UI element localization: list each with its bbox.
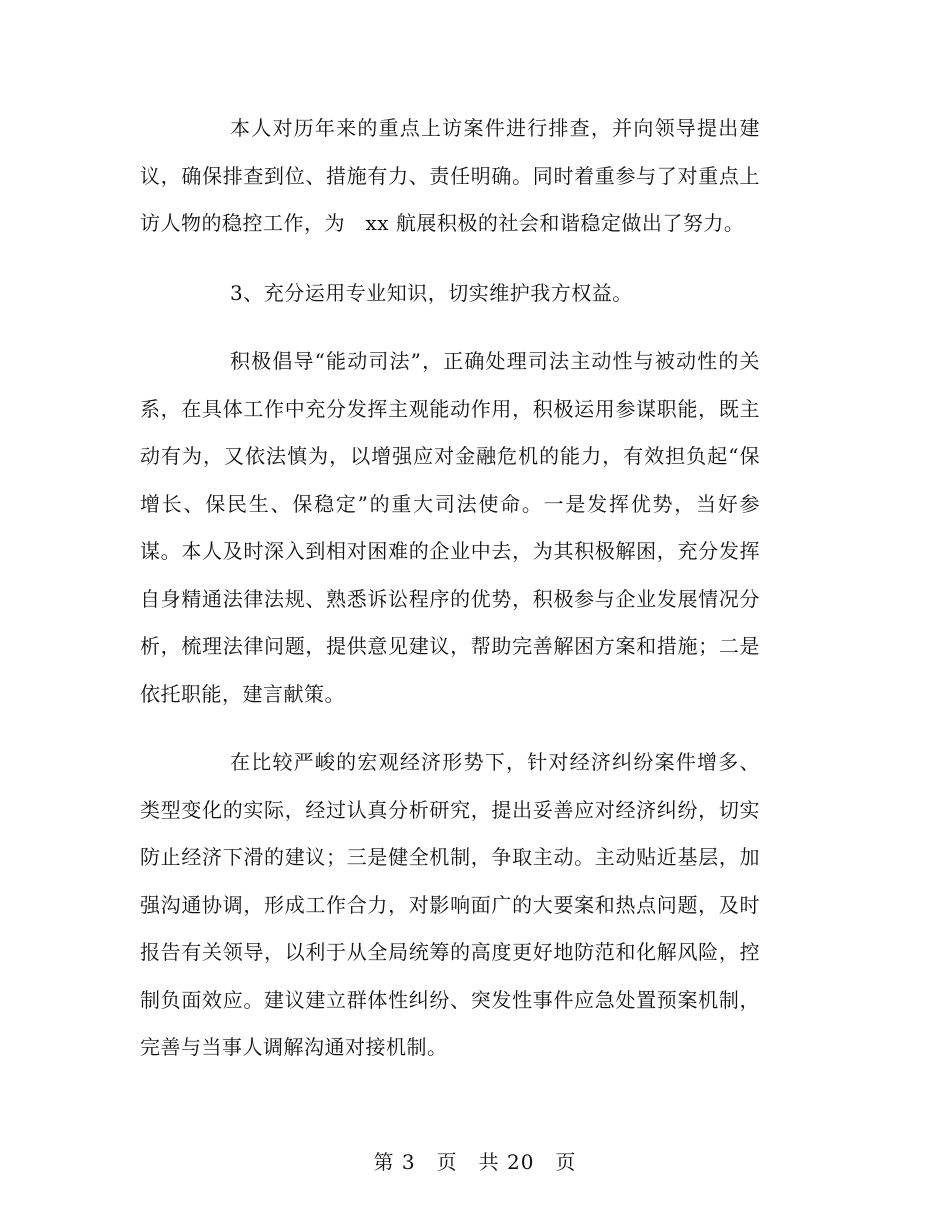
paragraph-economic-situation: 在比较严峻的宏观经济形势下，针对经济纠纷案件增多、类型变化的实际，经过认真分析研究，提出妥善应对经济纠纷，切实防止经济下滑的建议；三是健全机制，争取主动。主动贴近基层，加强沟通协调，形成工作合力，对影响面广的大要案和热点问题，及时报告有关领导，以利于从全局统筹的高度更好地防范和化解风险，控制负面效应。建议建立群体性纠纷、突发性事件应急处置预案机制，完善与当事人调解沟通对接机制。: [140, 750, 760, 1059]
paragraph-petition-cases: 本人对历年来的重点上访案件进行排查，并向领导提出建议，确保排查到位、措施有力、责任明确。同时着重参与了对重点上访人物的稳控工作，为 xx 航展积极的社会和谐稳定做出了努力。: [140, 116, 760, 235]
page-number-footer: 第 3 页 共 20 页: [373, 1150, 577, 1174]
paragraph-active-judiciary: 积极倡导“能动司法”，正确处理司法主动性与被动性的关系，在具体工作中充分发挥主观能动作用，积极运用参谋职能，既主动有为，又依法慎为，以增强应对金融危机的能力，有效担负起“保增长、保民生、保稳定”的重大司法使命。一是发挥优势，当好参谋。本人及时深入到相对困难的企业中去，为其积极解困，充分发挥自身精通法律法规、熟悉诉讼程序的优势，积极参与企业发展情况分析，梳理法律问题，提供意见建议，帮助完善解困方案和措施；二是依托职能，建言献策。: [140, 349, 760, 706]
section-heading-professional-knowledge: 3、充分运用专业知识，切实维护我方权益。: [230, 281, 633, 305]
